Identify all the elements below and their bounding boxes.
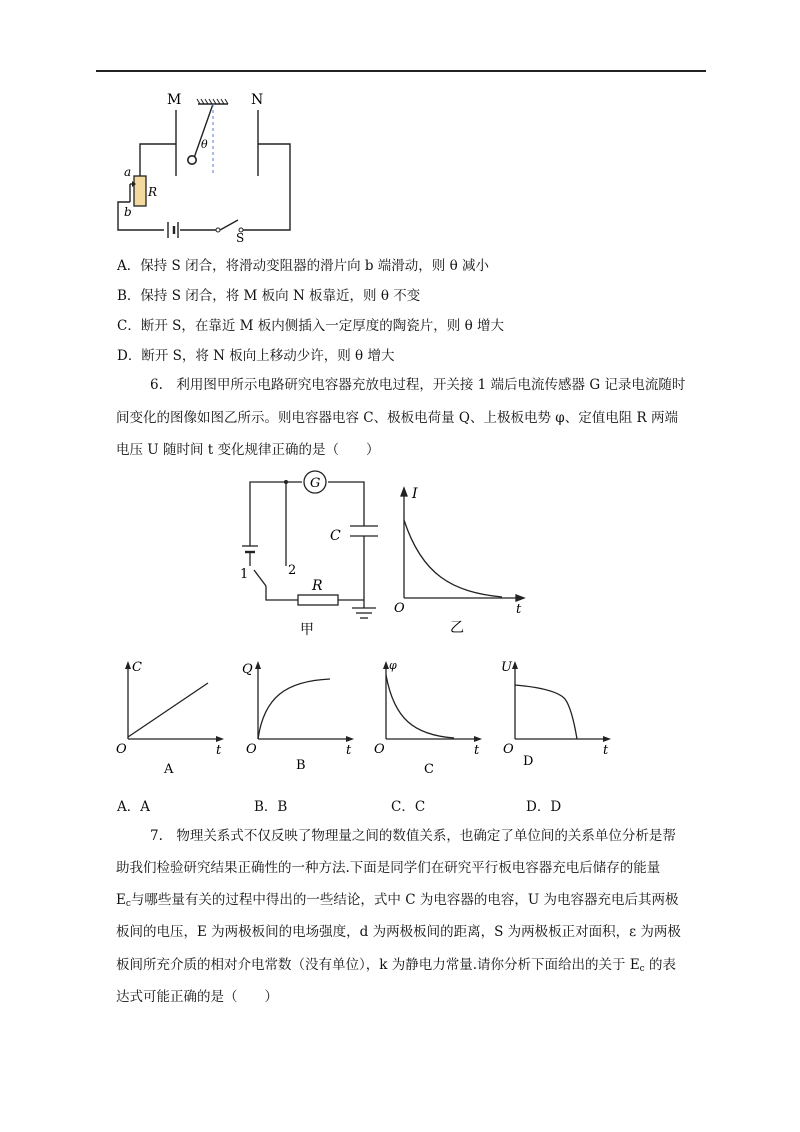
switch-lever — [220, 220, 238, 230]
graph-d-xlabel: t — [603, 743, 609, 758]
figure-q5-circuit — [110, 92, 310, 245]
q5-option-c: C．断开 S，在靠近 M 板内侧插入一定厚度的陶瓷片，则 θ 增大 — [117, 318, 504, 334]
figure-q6-current-graph — [392, 480, 534, 635]
q7-line-1: 7. 物理关系式不仅反映了物理量之间的数值关系，也确定了单位间的关系单位分析是帮 — [150, 828, 676, 844]
graph-d — [503, 657, 613, 777]
q6-line-2: 间变化的图像如图乙所示。则电容器电容 C、极板电荷量 Q、上极板电势 φ、定值电阻 R 两端 — [116, 410, 678, 426]
wire-top-left — [250, 482, 302, 546]
graph-a — [116, 657, 226, 777]
wire-switch-bottom — [266, 586, 298, 600]
graph-a-line — [128, 683, 208, 737]
current-graph-svg — [392, 480, 534, 635]
label-a: a — [124, 165, 132, 179]
graph-c-xlabel: t — [474, 743, 480, 758]
label-1: 1 — [240, 567, 249, 582]
q6-answer-b: B．B — [254, 799, 288, 815]
q5-option-a: A．保持 S 闭合，将滑动变阻器的滑片向 b 端滑动，则 θ 减小 — [117, 258, 490, 274]
label-s: S — [236, 231, 245, 245]
q6-answer-d: D．D — [526, 799, 562, 815]
graph-a-ylabel: C — [132, 660, 142, 675]
figure-q6-circuit — [232, 468, 382, 643]
q7-line-5-post: 的表 — [644, 957, 677, 973]
caption-yi: 乙 — [450, 620, 464, 636]
graph-d-svg — [503, 657, 613, 777]
switch-blade — [254, 570, 266, 586]
graph-a-xlabel: t — [216, 743, 222, 758]
label-n: N — [251, 92, 264, 108]
graph-a-origin: O — [116, 742, 127, 757]
q5-option-d: D．断开 S，将 N 板向上移动少许，则 θ 增大 — [117, 348, 395, 364]
label-r-circuit: R — [312, 578, 323, 594]
q6-line-1: 6. 利用图甲所示电路研究电容器充放电过程，开关接 1 端后电流传感器 G 记录电流随时 — [150, 377, 686, 393]
caption-jia: 甲 — [300, 622, 314, 638]
x-arrow — [516, 595, 524, 601]
graph-c-caption: C — [424, 762, 434, 777]
label-r: R — [148, 185, 158, 199]
graph-d-origin: O — [503, 742, 514, 757]
wire-right — [242, 144, 290, 230]
q7-line-5 — [116, 955, 676, 979]
header-rule — [96, 70, 706, 72]
label-b: b — [124, 205, 132, 219]
graph-b-caption: B — [296, 758, 306, 773]
graph-b-xlabel: t — [346, 743, 352, 758]
q7-line-3 — [116, 890, 679, 914]
q6-answer-c: C．C — [391, 799, 426, 815]
label-i: I — [412, 486, 418, 502]
label-t: t — [516, 602, 522, 617]
figure-q5-svg — [110, 92, 310, 245]
graph-d-ylabel: U — [501, 660, 512, 675]
graph-d-caption: D — [523, 754, 534, 769]
graph-a-caption: A — [164, 762, 174, 777]
current-curve — [404, 520, 502, 597]
ec-subscript-2: c — [639, 964, 645, 974]
ec-symbol: E — [116, 892, 126, 908]
graph-c-svg — [374, 657, 484, 777]
graph-b-origin: O — [246, 742, 257, 757]
label-theta: θ — [201, 138, 208, 151]
rheostat — [134, 176, 146, 206]
label-m: M — [167, 92, 182, 108]
graph-c-ylabel: φ — [389, 659, 397, 672]
wire-left-top — [140, 144, 176, 176]
graph-c-origin: O — [374, 742, 385, 757]
graph-b-svg — [242, 657, 356, 777]
wire-top-right — [328, 482, 364, 526]
q5-option-b: B．保持 S 闭合，将 M 板向 N 板靠近，则 θ 不变 — [117, 288, 421, 304]
graph-b-curve — [258, 679, 330, 739]
label-2: 2 — [288, 563, 297, 578]
label-g: G — [310, 476, 321, 491]
ec-subscript: c — [125, 899, 131, 909]
q6-line-3: 电压 U 随时间 t 变化规律正确的是（ ） — [116, 442, 380, 458]
graph-c-curve — [386, 675, 454, 738]
q7-line-4: 板间的电压，E 为两极板间的电场强度，d 为两极板间的距离，S 为两极板正对面积，ε 为两极 — [116, 924, 681, 940]
label-o: O — [394, 601, 405, 616]
circuit-svg — [232, 468, 382, 643]
graph-c — [374, 657, 484, 777]
q7-line-6: 达式可能正确的是（ ） — [116, 989, 278, 1005]
q7-line-5-pre: 板间所充介质的相对介电常数（没有单位），k 为静电力常量.请你分析下面给出的关于 — [116, 957, 630, 973]
resistor — [298, 595, 338, 605]
ball — [188, 156, 196, 164]
q7-line-3-rest: 与哪些量有关的过程中得出的一些结论，式中 C 为电容器的电容，U 为电容器充电后其两极 — [130, 892, 679, 908]
label-c: C — [330, 528, 341, 544]
ec-symbol-2: E — [629, 957, 640, 973]
graph-b-ylabel: Q — [242, 662, 253, 677]
graph-b — [242, 657, 356, 777]
graph-d-curve — [515, 685, 577, 739]
graph-a-svg — [116, 657, 226, 777]
y-arrow — [401, 488, 407, 496]
q6-answer-a: A．A — [117, 799, 150, 815]
q7-line-2: 助我们检验研究结果正确性的一种方法.下面是同学们在研究平行板电容器充电后储存的能量 — [116, 860, 661, 876]
switch-contact-1 — [216, 228, 220, 232]
junction-dot — [284, 480, 288, 484]
